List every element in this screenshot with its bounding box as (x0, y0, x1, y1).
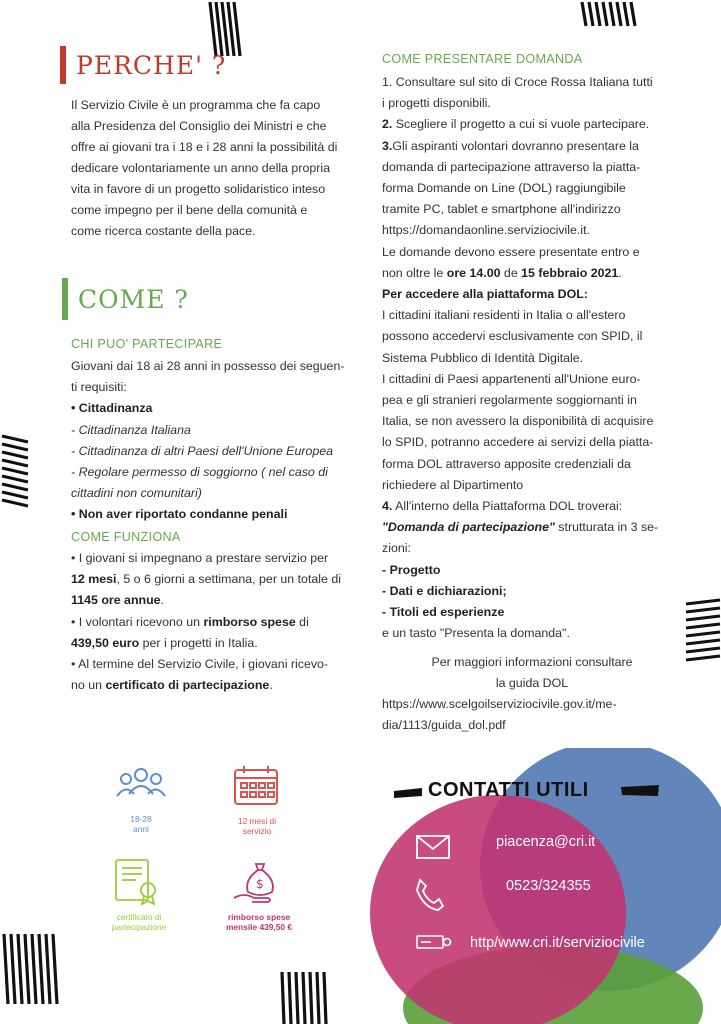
phone-icon (414, 878, 444, 912)
text-line: zioni: (382, 541, 411, 556)
text-line: e un tasto "Presenta la domanda". (382, 626, 570, 641)
calendar-icon (233, 764, 279, 806)
text-line: https://www.scelgoilserviziocivile.gov.it/me- (382, 697, 617, 711)
perche-line: come impegno per il bene della comunità e (71, 203, 308, 217)
requirement-item: - Regolare permesso di soggiorno ( nel caso di (71, 465, 328, 480)
perche-line: vita in favore di un progetto solidaristico inteso (71, 182, 326, 196)
contatti-utili-title: CONTATTI UTILI (428, 779, 589, 801)
bold-text: rimborso spese (203, 614, 296, 629)
text-line: domanda di partecipazione attraverso la piatta- (382, 159, 641, 174)
bold-text: ore 14.00 (446, 265, 501, 280)
text-line: forma Domande on Line (DOL) raggiungibile (382, 181, 626, 196)
text-line: richiedere al Dipartimento (382, 477, 524, 492)
svg-text:$: $ (256, 877, 264, 891)
text-line (71, 569, 361, 590)
caption-line: certificato di (116, 912, 162, 922)
perche-paragraph (71, 95, 361, 242)
bold-text: 2. (382, 117, 393, 132)
brush-stroke-left-icon (393, 786, 423, 800)
bold-text: 3. (382, 138, 393, 153)
text-line: tramite PC, tablet e smartphone all'indirizzo (382, 202, 621, 217)
perche-line: offre ai giovani tra i 18 e i 28 anni la possibilità di (71, 140, 338, 154)
come-funziona-title: COME FUNZIONA (71, 530, 181, 544)
text-line: forma DOL attraverso apposite credenziali da (382, 456, 631, 471)
perche-title: PERCHE' ? (76, 50, 227, 80)
text-line: I cittadini di Paesi appartenenti all'Unione euro- (382, 371, 641, 386)
text-line: • I giovani si impegnano a prestare servizio per (71, 551, 329, 565)
text-line: - Dati e dichiarazioni; (382, 583, 507, 598)
text-span: per i progetti in Italia. (139, 635, 258, 650)
text-line (382, 136, 682, 157)
text-line: I cittadini italiani residenti in Italia o all'estero (382, 308, 626, 323)
perche-line: dedicare volontariamente un anno della propria (71, 161, 330, 175)
web-link-icon (416, 934, 452, 950)
text-line: Per maggiori informazioni consultare (431, 655, 633, 669)
requirement-item: - Cittadinanza Italiana (71, 422, 191, 437)
text-line: - Progetto (382, 562, 441, 577)
text-line: Per accedere alla piattaforma DOL: (382, 287, 588, 302)
chi-puo-partecipare-title: CHI PUO' PARTECIPARE (71, 337, 223, 351)
come-accent-bar (62, 278, 68, 320)
text-line (382, 517, 682, 538)
text-line: Giovani dai 18 ai 28 anni in possesso dei seguen- (71, 359, 345, 373)
icon-caption-age (106, 814, 176, 834)
bold-text: 12 mesi (71, 572, 117, 587)
text-span: di (295, 614, 309, 629)
icon-caption-refund (214, 912, 304, 932)
text-line: lo SPID, potranno accedere ai servizi della piatta- (382, 435, 654, 450)
text-line (382, 496, 682, 517)
bold-text: 439,50 euro (71, 635, 140, 650)
caption-line: mensile 439,50 € (225, 922, 293, 932)
text-span: no un (71, 678, 106, 693)
text-line (382, 114, 682, 135)
requirement-item: • Cittadinanza (71, 401, 153, 416)
text-line: Le domande devono essere presentate entro e (382, 244, 640, 259)
caption-line: anni (133, 824, 149, 834)
text-line: - Titoli ed esperienze (382, 605, 505, 620)
requirement-item: cittadini non comunitari) (71, 486, 202, 501)
stripes-decoration-top-right (578, 0, 638, 28)
caption-line: 12 mesi di (237, 816, 277, 826)
text-span: . (269, 678, 273, 693)
caption-line: partecipazione (111, 922, 167, 932)
email-icon (416, 835, 450, 859)
come-funziona-text (71, 548, 361, 696)
stripes-decoration-right (684, 598, 721, 668)
text-line (71, 590, 361, 611)
guide-link[interactable] (382, 694, 682, 736)
text-line: i progetti disponibili. (382, 96, 491, 111)
text-span: All'interno della Piattaforma DOL troverai: (392, 499, 623, 514)
text-line: Sistema Pubblico di Identità Digitale. (382, 350, 584, 365)
come-presentare-domanda-text (382, 72, 682, 644)
perche-line: come ricerca costante della pace. (71, 224, 256, 238)
bold-text: 4. (382, 499, 393, 514)
text-line: • Al termine del Servizio Civile, i giovani ricevo- (71, 657, 329, 672)
icon-caption-certificate (104, 912, 174, 932)
bold-text: 1145 ore annue (71, 593, 161, 608)
perche-accent-bar (60, 46, 66, 84)
chi-puo-partecipare-text (71, 356, 361, 526)
text-span: de (500, 265, 522, 280)
text-line: pea e gli stranieri regolarmente soggiornanti in (382, 393, 637, 408)
contact-email[interactable]: piacenza@cri.it (496, 834, 596, 850)
perche-line: alla Presidenza del Consiglio dei Ministri e che (71, 119, 327, 133)
come-presentare-domanda-title: COME PRESENTARE DOMANDA (382, 52, 583, 66)
people-icon (116, 766, 166, 802)
stripes-decoration-left (0, 432, 30, 514)
text-span: , 5 o 6 giorni a settimana, per un totale di (116, 572, 342, 587)
text-line (71, 675, 361, 696)
requirement-item: • Non aver riportato condanne penali (71, 507, 288, 522)
stripes-decoration-bottom-left (0, 930, 60, 1008)
text-span: Gli aspiranti volontari dovranno presentare la (392, 138, 639, 153)
text-line: possono accedervi esclusivamente con SPID, il (382, 329, 643, 344)
caption-line: servizio (242, 826, 272, 836)
money-bag-icon (232, 858, 286, 906)
come-heading (62, 278, 189, 320)
text-line: 1. Consultare sul sito di Croce Rossa Italiana tutti (382, 75, 653, 89)
perche-heading (60, 46, 226, 84)
bold-text: 15 febbraio 2021 (521, 265, 619, 280)
text-span: non oltre le (382, 265, 447, 280)
caption-line: 18-28 (130, 814, 152, 824)
text-line: la guida DOL (495, 676, 569, 691)
contact-phone[interactable]: 0523/324355 (506, 878, 591, 894)
requirement-item: - Cittadinanza di altri Paesi dell'Unione Europea (71, 443, 334, 458)
text-line: ti requisiti: (71, 380, 127, 395)
text-line: https://domandaonline.serviziocivile.it. (382, 223, 590, 238)
contact-website[interactable]: http/www.cri.it/serviziocivile (470, 935, 645, 951)
caption-line: rimborso spese (227, 912, 291, 922)
text-line (71, 612, 361, 633)
text-line: Italia, se non avessero la disponibilità di acquisire (382, 414, 654, 429)
bold-italic-text: "Domanda di partecipazione" (382, 520, 555, 535)
brush-stroke-right-icon (620, 784, 660, 798)
perche-line: Il Servizio Civile è un programma che fa capo (71, 98, 321, 112)
text-span: strutturata in 3 se- (554, 520, 659, 535)
certificate-icon (114, 856, 160, 906)
text-span: . (160, 593, 164, 608)
text-span: . (618, 265, 622, 280)
come-title: COME ? (78, 284, 189, 314)
icon-caption-months (222, 816, 292, 836)
text-line (71, 633, 361, 654)
text-line (382, 263, 682, 284)
text-span: • I volontari ricevono un (71, 614, 204, 629)
text-span: Scegliere il progetto a cui si vuole partecipare. (392, 117, 650, 132)
text-line: dia/1113/guida_dol.pdf (382, 718, 506, 733)
stripes-decoration-bottom-center (278, 968, 328, 1024)
more-info-text (382, 652, 682, 694)
bold-text: certificato di partecipazione (105, 678, 270, 693)
